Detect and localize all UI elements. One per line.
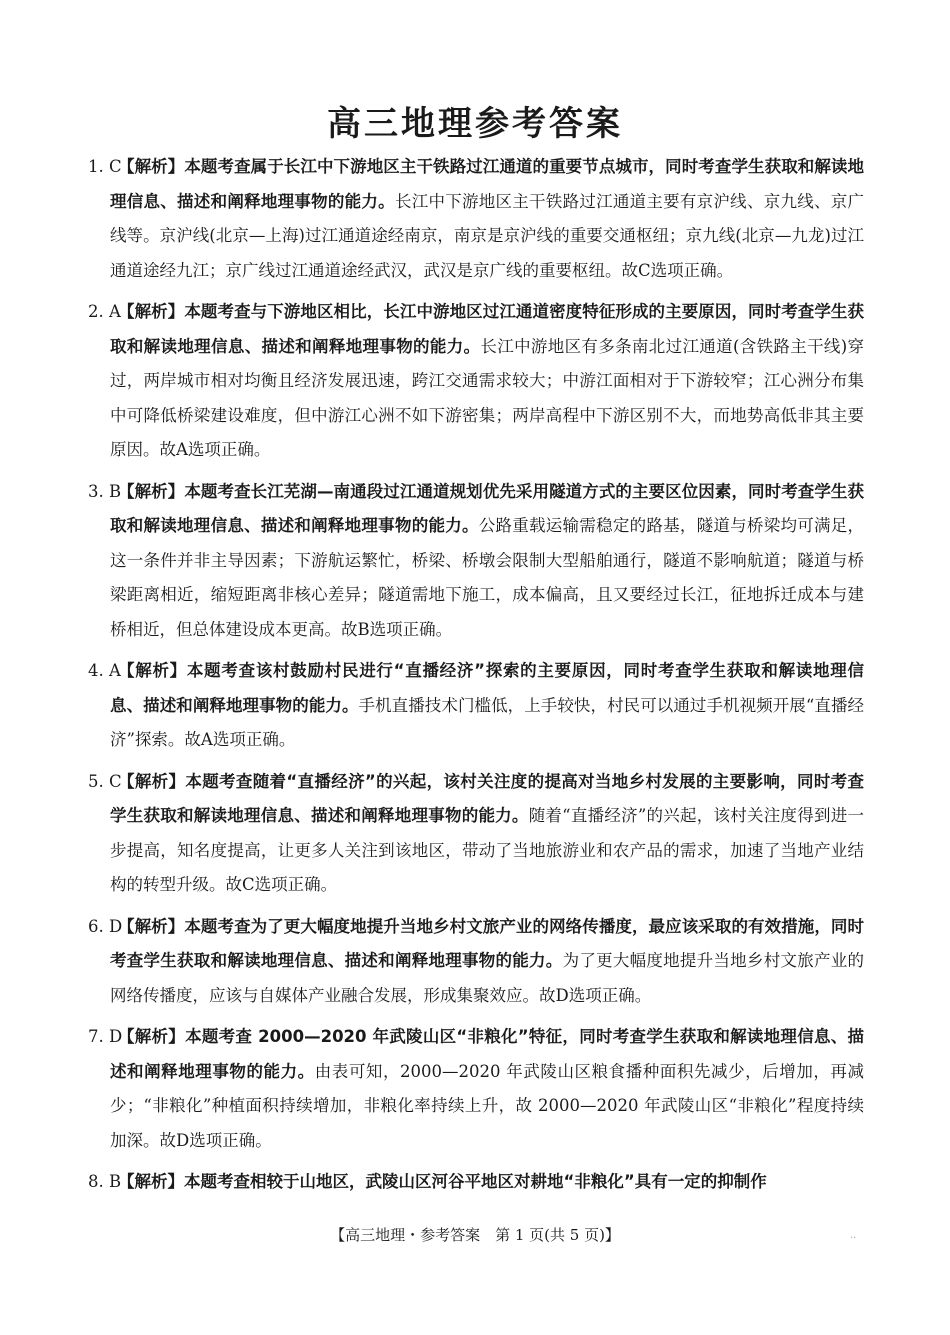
answer-number: 1. C bbox=[88, 157, 122, 176]
answer-focus: 本题考查 2000—2020 年武陵山区“非粮化”特征，同时考查学生获取和解读地理信息、描述和阐释地理事物的能力。 bbox=[110, 1027, 864, 1081]
answer-item bbox=[88, 1020, 864, 1158]
analysis-tag: 【解析】 bbox=[118, 661, 187, 680]
answer-item bbox=[88, 150, 864, 288]
answer-number: 2. A bbox=[88, 302, 121, 321]
page-footer: 【高三地理・参考答案 第 1 页(共 5 页)】 bbox=[330, 1226, 620, 1244]
answer-number: 4. A bbox=[88, 661, 121, 680]
answer-item bbox=[88, 295, 864, 468]
answer-list bbox=[88, 150, 864, 1207]
answer-body: 手机直播技术门槛低，上手较快，村民可以通过手机视频开展“直播经济”探索。故A选项正确。 bbox=[110, 695, 865, 749]
answer-focus: 本题考查与下游地区相比，长江中游地区过江通道密度特征形成的主要原因，同时考查学生获取和解读地理信息、描述和阐释地理事物的能力。 bbox=[110, 302, 865, 356]
answer-body: 随着“直播经济”的兴起，该村关注度得到进一步提高，知名度提高，让更多人关注到该地区，带动了当地旅游业和农产品的需求，加速了当地产业结构的转型升级。故C选项正确。 bbox=[110, 806, 865, 894]
page-title: 高三地理参考答案 bbox=[327, 104, 623, 144]
answer-number: 5. C bbox=[88, 771, 122, 791]
answer-body: 公路重载运输需稳定的路基，隧道与桥梁均可满足，这一条件并非主导因素；下游航运繁忙，桥梁、桥墩会限制大型船舶通行，隧道不影响航道；隧道与桥梁距离相近，缩短距离非核心差异；隧道需地下施工，成本偏高，且又要经过长江，征地拆迁成本与建桥相近，但总体建设成本更高。故B选项正确。 bbox=[110, 516, 865, 639]
answer-body: 长江中下游地区主干铁路过江通道主要有京沪线、京九线、京广线等。京沪线(北京—上海)过江通道途经南京，南京是京沪线的重要交通枢纽；京九线(北京—九龙)过江通道途经九江；京广线过江通道途经武汉，武汉是京广线的重要枢纽。故C选项正确。 bbox=[110, 191, 865, 280]
answer-focus: 本题考查该村鼓励村民进行“直播经济”探索的主要原因，同时考查学生获取和解读地理信息、描述和阐释地理事物的能力。 bbox=[110, 661, 864, 715]
analysis-tag: 【解析】 bbox=[118, 481, 185, 501]
answer-number: 6. D bbox=[88, 916, 123, 936]
analysis-tag: 【解析】 bbox=[118, 1027, 186, 1046]
answer-item bbox=[88, 654, 864, 758]
answer-focus: 本题考查随着“直播经济”的兴起，该村关注度的提高对当地乡村发展的主要影响，同时考查学生获取和解读地理信息、描述和阐释地理事物的能力。 bbox=[110, 771, 864, 825]
analysis-tag: 【解析】 bbox=[118, 771, 186, 791]
analysis-tag: 【解析】 bbox=[118, 302, 185, 321]
answer-focus: 本题考查为了更大幅度地提升当地乡村文旅产业的网络传播度，最应该采取的有效措施，同时考查学生获取和解读地理信息、描述和阐释地理事物的能力。 bbox=[110, 916, 865, 970]
answer-number: 3. B bbox=[88, 481, 122, 501]
analysis-tag: 【解析】 bbox=[118, 916, 185, 936]
corner-mark: .. bbox=[850, 1230, 857, 1241]
answer-number: 8. B bbox=[88, 1172, 122, 1191]
answer-body: 由表可知，2000—2020 年武陵山区粮食播种面积先减少，后增加，再减少；“非粮化”种植面积持续增加，非粮化率持续上升，故 2000—2020 年武陵山区“非粮化”程度持续加深。故D选项正确。 bbox=[110, 1061, 864, 1150]
answer-focus: 本题考查属于长江中下游地区主干铁路过江通道的重要节点城市，同时考查学生获取和解读地理信息、描述和阐释地理事物的能力。 bbox=[110, 157, 865, 211]
answer-item bbox=[88, 1165, 864, 1200]
answer-number: 7. D bbox=[88, 1027, 123, 1046]
analysis-tag: 【解析】 bbox=[118, 157, 185, 176]
answer-focus: 本题考查相较于山地区，武陵山区河谷平地区对耕地“非粮化”具有一定的抑制作 bbox=[184, 1172, 767, 1191]
answer-item bbox=[88, 910, 864, 1014]
answer-item bbox=[88, 765, 864, 903]
answer-body: 长江中游地区有多条南北过江通道(含铁路主干线)穿过，两岸城市相对均衡且经济发展迅速，跨江交通需求较大；中游江面相对于下游较窄；江心洲分布集中可降低桥梁建设难度，但中游江心洲不如下游密集；两岸高程中下游区别不大，而地势高低非其主要原因。故A选项正确。 bbox=[110, 336, 865, 459]
answer-item bbox=[88, 475, 864, 648]
analysis-tag: 【解析】 bbox=[118, 1172, 184, 1191]
answer-focus: 本题考查长江芜湖—南通段过江通道规划优先采用隧道方式的主要区位因素，同时考查学生获取和解读地理信息、描述和阐释地理事物的能力。 bbox=[110, 481, 865, 535]
answer-body: 为了更大幅度地提升当地乡村文旅产业的网络传播度，应该与自媒体产业融合发展，形成集聚效应。故D选项正确。 bbox=[110, 951, 865, 1005]
